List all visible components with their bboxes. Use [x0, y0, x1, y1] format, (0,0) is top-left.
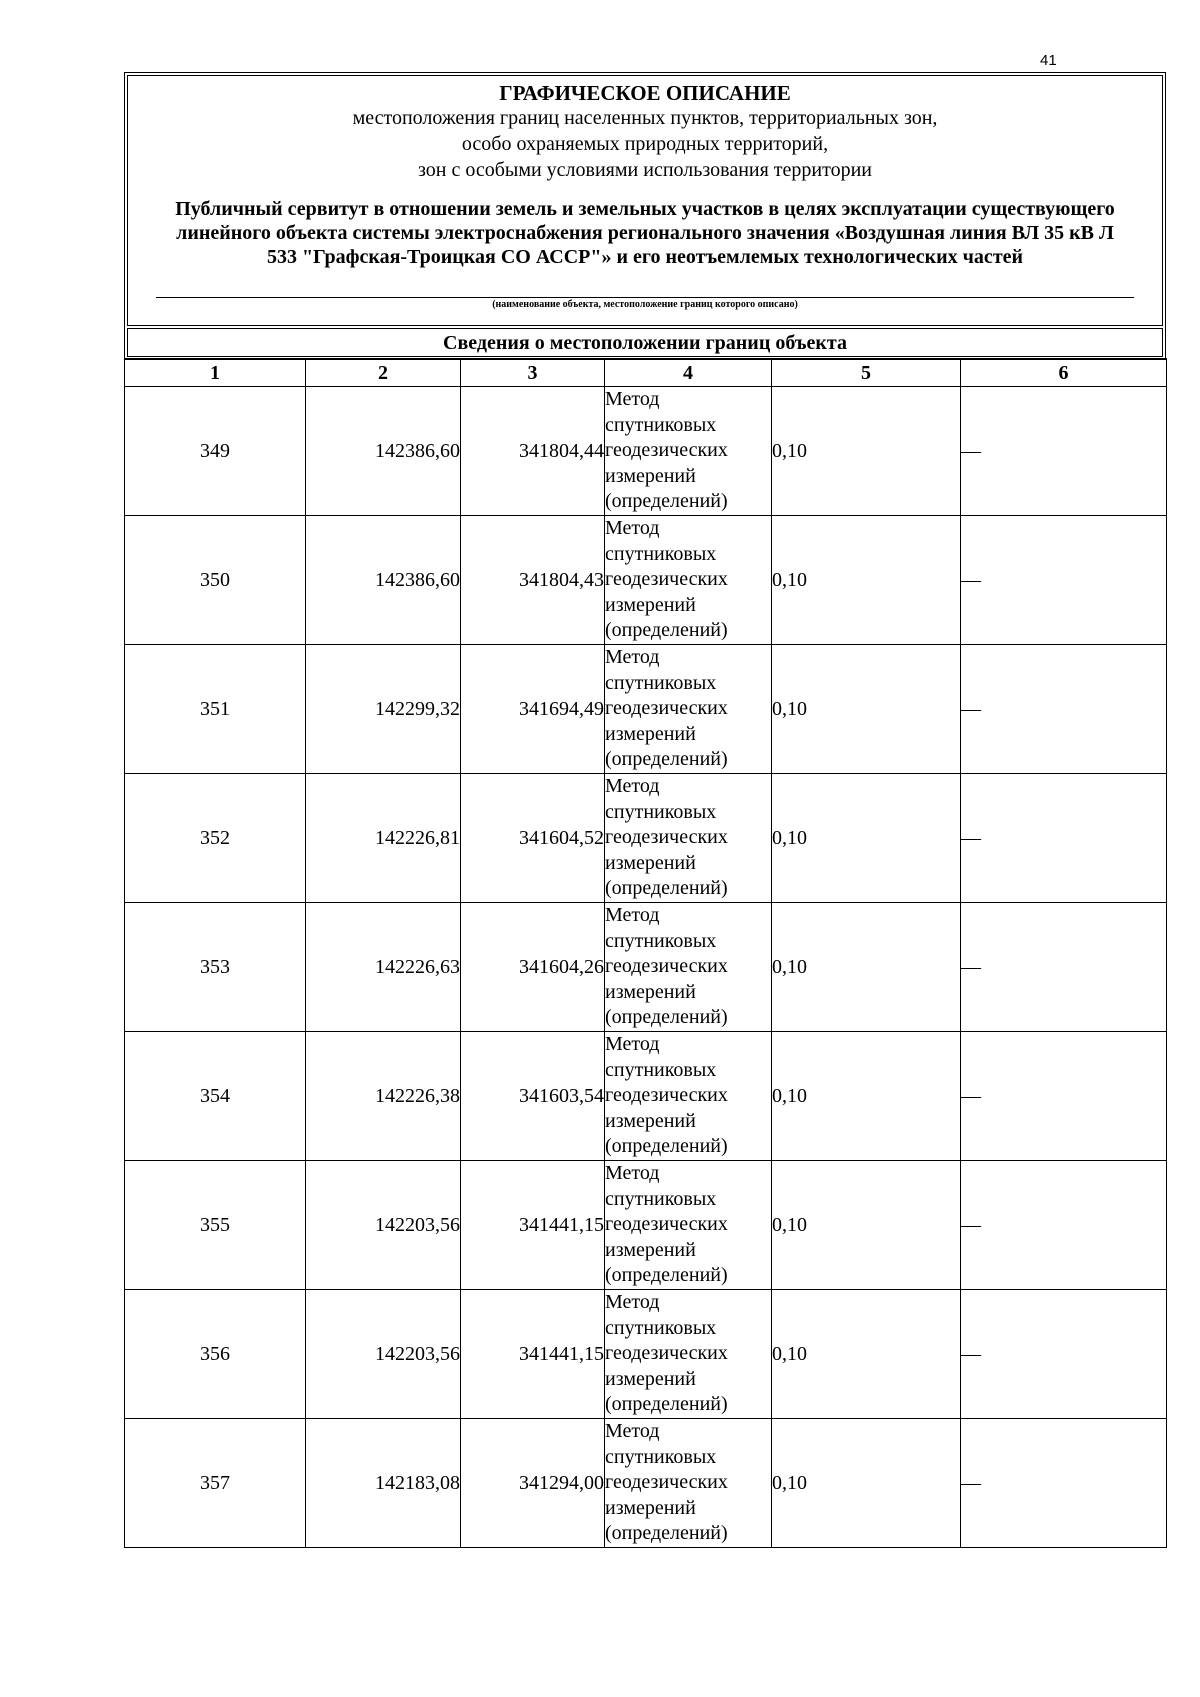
description: —	[961, 1290, 1167, 1419]
object-name: Публичный сервитут в отношении земель и земельных участков в целях эксплуатации существующего линейного объекта системы электроснабжения регионального значения «Воздушная линия ВЛ 35 кВ Л 533 "Графская-Троицкая СО АССР"» и его неотъемлемых технологических частей	[175, 198, 1115, 268]
method: Метод спутниковых геодезических измерений (определений)	[605, 903, 772, 1032]
coordinate-x: 142386,60	[306, 387, 461, 516]
coordinate-x: 142226,38	[306, 1032, 461, 1161]
object-underline	[156, 297, 1134, 298]
table-header-row	[125, 359, 1167, 387]
description: —	[961, 1419, 1167, 1548]
table-row	[125, 645, 1167, 774]
method: Метод спутниковых геодезических измерений (определений)	[605, 774, 772, 903]
coordinate-x: 142226,81	[306, 774, 461, 903]
coordinate-y: 341604,52	[461, 774, 605, 903]
method: Метод спутниковых геодезических измерений (определений)	[605, 1161, 772, 1290]
table-row	[125, 1032, 1167, 1161]
method: Метод спутниковых геодезических измерений (определений)	[605, 516, 772, 645]
column-header: 6	[961, 359, 1167, 387]
coordinate-y: 341604,26	[461, 903, 605, 1032]
object-caption: (наименование объекта, местоположение границ которого описано)	[492, 299, 798, 310]
subtitle-line-2: особо охраняемых природных территорий,	[461, 133, 829, 155]
coordinate-y: 341804,43	[461, 516, 605, 645]
point-number: 355	[125, 1161, 306, 1290]
table-row	[125, 903, 1167, 1032]
description: —	[961, 645, 1167, 774]
description: —	[961, 774, 1167, 903]
description: —	[961, 516, 1167, 645]
precision: 0,10	[772, 387, 961, 516]
coordinate-x: 142203,56	[306, 1161, 461, 1290]
column-header: 4	[605, 359, 772, 387]
coordinate-y: 341694,49	[461, 645, 605, 774]
point-number: 357	[125, 1419, 306, 1548]
precision: 0,10	[772, 1161, 961, 1290]
coordinate-y: 341441,15	[461, 1290, 605, 1419]
column-header: 2	[306, 359, 461, 387]
method: Метод спутниковых геодезических измерений (определений)	[605, 1032, 772, 1161]
coordinate-x: 142226,63	[306, 903, 461, 1032]
precision: 0,10	[772, 1419, 961, 1548]
precision: 0,10	[772, 1290, 961, 1419]
coordinate-y: 341603,54	[461, 1032, 605, 1161]
coordinate-x: 142183,08	[306, 1419, 461, 1548]
precision: 0,10	[772, 516, 961, 645]
page-number: 41	[1040, 52, 1057, 69]
table-row	[125, 1161, 1167, 1290]
point-number: 356	[125, 1290, 306, 1419]
column-header: 3	[461, 359, 605, 387]
description: —	[961, 1161, 1167, 1290]
table-row	[125, 1419, 1167, 1548]
method: Метод спутниковых геодезических измерений (определений)	[605, 387, 772, 516]
description: —	[961, 1032, 1167, 1161]
column-header: 1	[125, 359, 306, 387]
column-header: 5	[772, 359, 961, 387]
method: Метод спутниковых геодезических измерений (определений)	[605, 1419, 772, 1548]
point-number: 354	[125, 1032, 306, 1161]
description: —	[961, 903, 1167, 1032]
point-number: 349	[125, 387, 306, 516]
coordinates-table	[124, 358, 1167, 1548]
table-row	[125, 387, 1167, 516]
table-row	[125, 516, 1167, 645]
coordinate-x: 142386,60	[306, 516, 461, 645]
table-row	[125, 774, 1167, 903]
precision: 0,10	[772, 1032, 961, 1161]
method: Метод спутниковых геодезических измерений (определений)	[605, 1290, 772, 1419]
subtitle-line-3: зон с особыми условиями использования территории	[417, 159, 873, 181]
header-box	[127, 75, 1163, 326]
subtitle-line-1: местоположения границ населенных пунктов, территориальных зон,	[352, 107, 938, 129]
precision: 0,10	[772, 774, 961, 903]
coordinate-y: 341294,00	[461, 1419, 605, 1548]
section-title: Сведения о местоположении границ объекта	[127, 328, 1163, 357]
point-number: 351	[125, 645, 306, 774]
document-title: ГРАФИЧЕСКОЕ ОПИСАНИЕ	[499, 81, 791, 105]
point-number: 350	[125, 516, 306, 645]
coordinate-x: 142299,32	[306, 645, 461, 774]
point-number: 353	[125, 903, 306, 1032]
precision: 0,10	[772, 645, 961, 774]
coordinate-y: 341804,44	[461, 387, 605, 516]
document-header-frame	[124, 72, 1166, 360]
method: Метод спутниковых геодезических измерений (определений)	[605, 645, 772, 774]
precision: 0,10	[772, 903, 961, 1032]
description: —	[961, 387, 1167, 516]
table-row	[125, 1290, 1167, 1419]
coordinate-y: 341441,15	[461, 1161, 605, 1290]
point-number: 352	[125, 774, 306, 903]
coordinate-x: 142203,56	[306, 1290, 461, 1419]
